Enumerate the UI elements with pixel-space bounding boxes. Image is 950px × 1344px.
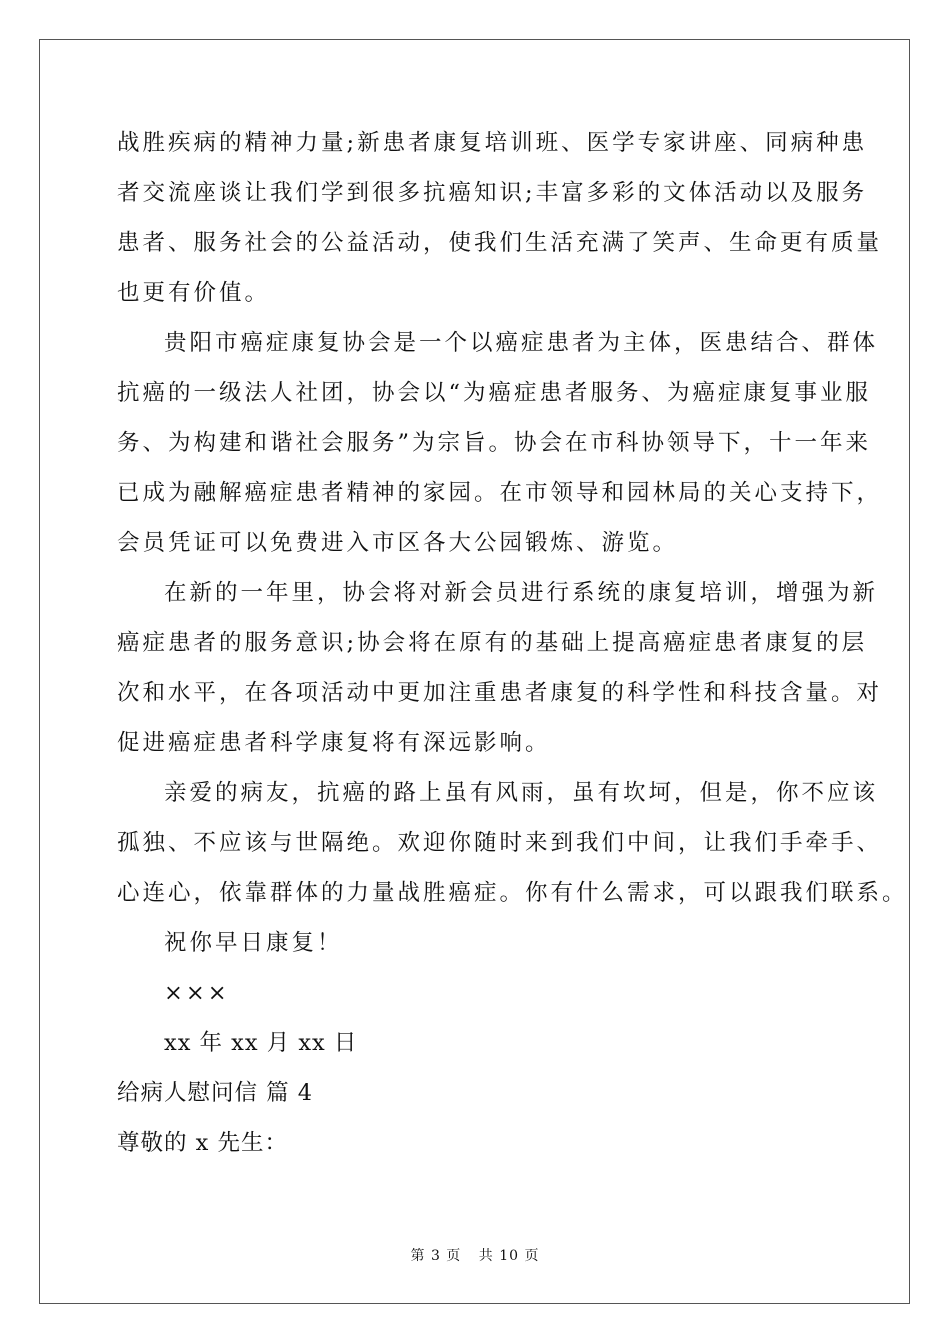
page-number: 第 3 页 — [410, 1248, 462, 1264]
text-line: 次和水平，在各项活动中更加注重患者康复的科学性和科技含量。对 — [117, 680, 883, 706]
text-line: 会员凭证可以免费进入市区各大公园锻炼、游览。 — [117, 530, 679, 556]
closing-wish: 祝你早日康复！ — [164, 930, 343, 956]
page-footer — [0, 1247, 950, 1265]
paragraph-start-line: 在新的一年里，协会将对新会员进行系统的康复培训，增强为新 — [164, 580, 879, 606]
text-line: 战胜疾病的精神力量;新患者康复培训班、医学专家讲座、同病种患 — [117, 130, 868, 156]
text-line: 癌症患者的服务意识;协会将在原有的基础上提高癌症患者康复的层 — [117, 630, 868, 656]
paragraph-start-line: 贵阳市癌症康复协会是一个以癌症患者为主体，医患结合、群体 — [164, 330, 879, 356]
text-line: 者交流座谈让我们学到很多抗癌知识;丰富多彩的文体活动以及服务 — [117, 180, 868, 206]
text-line: 孤独、不应该与世隔绝。欢迎你随时来到我们中间，让我们手牵手、 — [117, 830, 883, 856]
text-line: 患者、服务社会的公益活动，使我们生活充满了笑声、生命更有质量 — [117, 230, 883, 256]
page-total: 共 10 页 — [478, 1248, 540, 1264]
date-line: xx 年 xx 月 xx 日 — [164, 1030, 358, 1056]
text-line: 抗癌的一级法人社团，协会以“为癌症患者服务、为癌症康复事业服 — [117, 380, 872, 406]
signature: ××× — [164, 980, 230, 1006]
text-line: 已成为融解癌症患者精神的家园。在市领导和园林局的关心支持下， — [117, 480, 883, 506]
text-line: 务、为构建和谐社会服务”为宗旨。协会在市科协领导下，十一年来 — [117, 430, 872, 456]
text-line: 也更有价值。 — [117, 280, 271, 306]
section-heading: 给病人慰问信 篇 4 — [117, 1080, 314, 1106]
salutation: 尊敬的 x 先生： — [117, 1130, 288, 1156]
paragraph-start-line: 亲爱的病友，抗癌的路上虽有风雨，虽有坎坷，但是，你不应该 — [164, 780, 879, 806]
text-line: 心连心，依靠群体的力量战胜癌症。你有什么需求，可以跟我们联系。 — [117, 880, 908, 906]
text-line: 促进癌症患者科学康复将有深远影响。 — [117, 730, 551, 756]
